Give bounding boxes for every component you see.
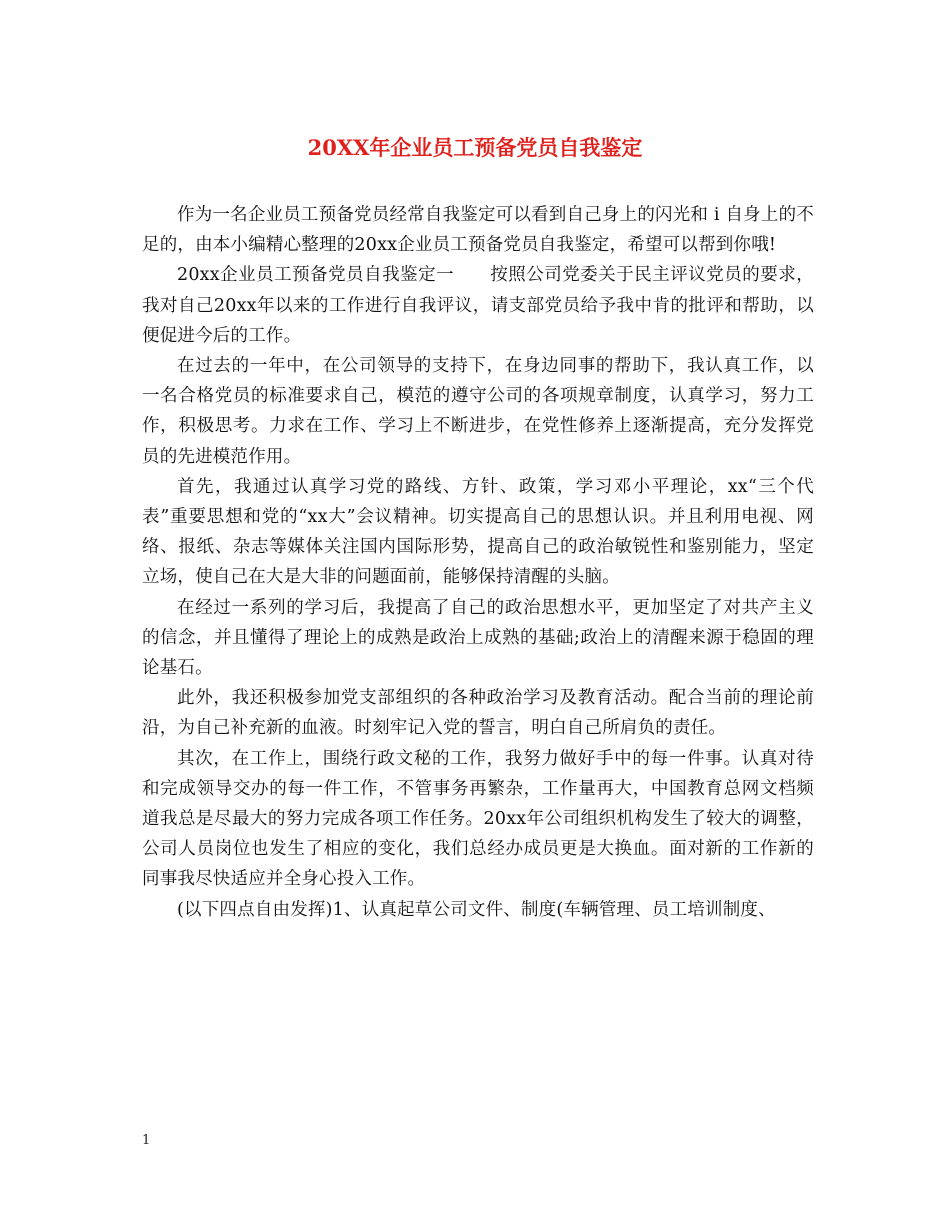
paragraph-activities: 此外，我还积极参加党支部组织的各种政治学习及教育活动。配合当前的理论前沿，为自己补充新的血液。时刻牢记入党的誓言，明白自己所肩负的责任。 xyxy=(142,688,814,739)
paragraph-section-one: 20xx企业员工预备党员自我鉴定一 按照公司党委关于民主评议党员的要求，我对自己20xx年以来的工作进行自我评议，请支部党员给予我中肯的批评和帮助，以便促进今后的工作。 xyxy=(142,265,814,346)
paragraph-after-study: 在经过一系列的学习后，我提高了自己的政治思想水平，更加坚定了对共产主义的信念，并且懂得了理论上的成熟是政治上成熟的基础;政治上的清醒来源于稳固的理论基石。 xyxy=(142,597,814,679)
page-number: 1 xyxy=(142,1133,151,1148)
document-title: 20XX年企业员工预备党员自我鉴定 xyxy=(307,135,643,160)
paragraph-second-work: 其次，在工作上，围绕行政文秘的工作，我努力做好手中的每一件事。认真对待和完成领导交办的每一件工作，不管事务再繁杂，工作量再大，中国教育总网文档频道我总是尽最大的努力完成各项工作任务。20xx年公司组织机构发生了较大的调整，公司人员岗位也发生了相应的变化，我们总经办成员更是大换血。面对新的工作新的同事我尽快适应并全身心投入工作。 xyxy=(142,748,814,890)
paragraph-first-study: 首先，我通过认真学习党的路线、方针、政策，学习邓小平理论，xx“三个代表”重要思想和党的“xx大”会议精神。切实提高自己的思想认识。并且利用电视、网络、报纸、杂志等媒体关注国内国际形势，提高自己的政治敏锐性和鉴别能力，坚定立场，使自己在大是大非的问题面前，能够保持清醒的头脑。 xyxy=(142,476,814,588)
document-body xyxy=(142,200,814,925)
paragraph-past-year: 在过去的一年中，在公司领导的支持下，在身边同事的帮助下，我认真工作，以一名合格党员的标准要求自己，模范的遵守公司的各项规章制度，认真学习，努力工作，积极思考。力求在工作、学习上不断进步，在党性修养上逐渐提高，充分发挥党员的先进模范作用。 xyxy=(142,356,814,467)
paragraph-intro: 作为一名企业员工预备党员经常自我鉴定可以看到自己身上的闪光和 i 自身上的不足的，由本小编精心整理的20xx企业员工预备党员自我鉴定，希望可以帮到你哦! xyxy=(142,205,814,256)
paragraph-four-points: (以下四点自由发挥)1、认真起草公司文件、制度(车辆管理、员工培训制度、 xyxy=(177,899,776,920)
